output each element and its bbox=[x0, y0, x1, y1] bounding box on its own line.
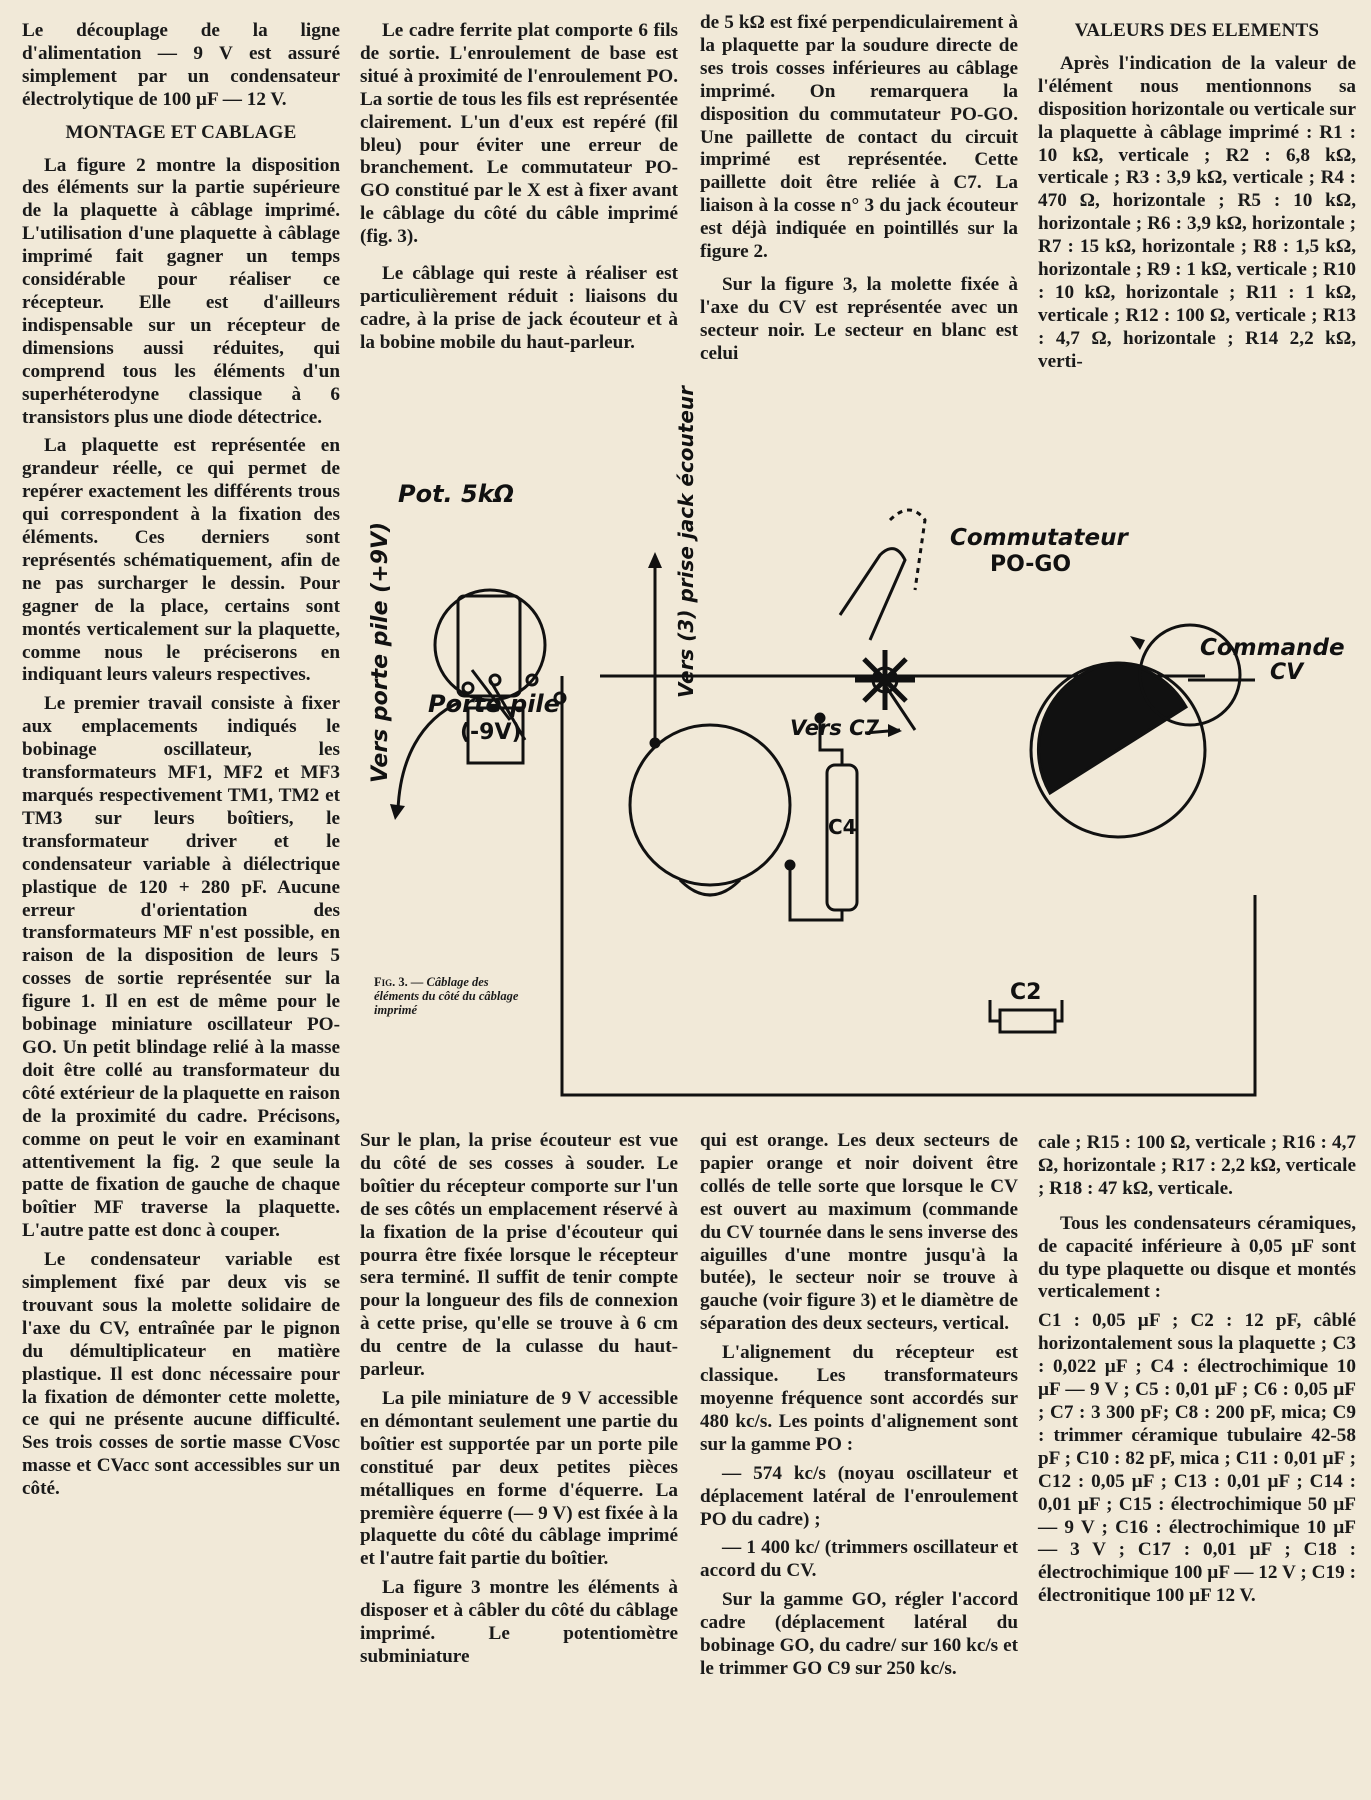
paragraph: de 5 kΩ est fixé perpendiculairement à la plaquette par la soudure directe de ses trois cosses inférieures au câblage imprimé. On remarquera la disposition du commutateur PO-GO. Une paillette de contact du circuit imprimé est représentée. Cette paillette doit être reliée à C7. La liaison à la cosse n° 3 du jack écouteur est déjà indiquée en pointillés sur la figure 2. bbox=[700, 12, 1018, 263]
commutateur-label: Commutateur bbox=[950, 525, 1128, 551]
paragraph: qui est orange. Les deux secteurs de papier orange et noir doivent être collés de telle sorte que lorsque le CV est ouvert au maximum (commande du CV tournée dans le sens inverse des aiguilles d'une montre jusqu'à la butée), le secteur noir se trouve à gauche (voir figure 3) et le diamètre de séparation des deux secteurs, vertical. bbox=[700, 1130, 1018, 1335]
paragraph: Le condensateur variable est simplement fixé par deux vis se trouvant sous la molette solidaire de l'axe du CV, entraînée par le pignon du démultiplicateur en matière plastique. Il est donc nécessaire pour la fixation de démonter cette molette, ce qui ne présente aucune difficulté. Ses trois cosses de sortie masse CVosc masse et CVacc sont accessibles sur un côté. bbox=[22, 1249, 340, 1500]
column-2-top bbox=[360, 20, 678, 440]
column-2-bottom bbox=[360, 1130, 678, 1795]
column-4-bottom bbox=[1038, 1132, 1356, 1797]
figure-caption bbox=[374, 975, 534, 1017]
porte-pile-plus-label: Vers porte pile (+9V) bbox=[368, 521, 394, 784]
vers-c7-label: Vers C7 bbox=[790, 716, 880, 740]
jack-label: Vers (3) prise jack écouteur bbox=[674, 385, 699, 699]
column-4-top bbox=[1038, 20, 1356, 450]
paragraph: — 574 kc/s (noyau oscillateur et déplacement latéral de l'enroulement PO du cadre) ; bbox=[700, 1462, 1018, 1530]
paragraph: L'alignement du récepteur est classique. Les transformateurs moyenne fréquence sont accordés sur 480 kc/s. Les points d'alignement sont sur la gamme PO : bbox=[700, 1342, 1018, 1455]
paragraph: Tous les condensateurs céramiques, de capacité inférieure à 0,05 µF sont du type plaquette ou disque et montés verticalement : bbox=[1038, 1212, 1356, 1303]
paragraph: Sur la figure 3, la molette fixée à l'axe du CV est représentée avec un secteur noir. Le secteur en blanc est celui bbox=[700, 273, 1018, 364]
c2-capacitor-icon bbox=[1000, 1010, 1055, 1032]
figure-3 bbox=[350, 385, 1371, 1130]
speaker-icon bbox=[630, 725, 790, 885]
paragraph: Après l'indication de la valeur de l'élément nous mentionnons sa disposition horizontale ou verticale sur la plaquette à câblage imprimé : R1 : 10 kΩ, verticale ; R2 : 6,8 kΩ, verticale ; R3 : 3,9 kΩ, verticale ; R4 : 470 Ω, horizontale ; R5 : 10 kΩ, horizontale ; R6 : 3,9 kΩ, horizontale ; R7 : 15 kΩ, horizontale ; R8 : 1,5 kΩ, horizontale ; R9 : 1 kΩ, verticale ; R10 : 10 kΩ, horizontale ; R11 : 1 kΩ, verticale ; R12 : 100 Ω, verticale ; R13 : 4,7 Ω, horizontale ; R14 2,2 kΩ, verti- bbox=[1038, 52, 1356, 372]
caption-fig-number: Fig. 3. bbox=[374, 975, 408, 989]
paragraph: Sur le plan, la prise écouteur est vue du côté de ses cosses à souder. Le boîtier du récepteur comporte sur l'un de ses côtés un emplacement réservé à la fixation de la prise d'écouteur qui pourra être fixée lorsque le récepteur sera terminé. Il suffit de tenir compte pour la longueur des fils de connexion à cette prise, qu'elle se trouve à 6 cm du centre de la culasse du haut-parleur. bbox=[360, 1130, 678, 1381]
paragraph: La figure 2 montre la disposition des éléments sur la partie supérieure de la plaquette à câblage imprimé. L'utilisation d'une plaquette à câblage imprimé fait gagner un temps considérable pour réaliser ce récepteur. Elle est d'ailleurs indispensable sur un récepteur de dimensions aussi réduites, qui comprend tous les éléments d'un superhéterodyne classique à 6 transistors plus une diode détectrice. bbox=[22, 154, 340, 428]
commande-sub-label: CV bbox=[1270, 660, 1304, 685]
paragraph: La plaquette est représentée en grandeur réelle, ce qui permet de repérer exactement les différents trous qui correspondent à la fixation des éléments. Ces derniers sont représentés schématiquement, afin de ne pas surcharger le dessin. Pour gagner de la place, certains sont montés verticalement sur la plaquette, comme nous le préciserons en indiquant leurs valeurs respectives. bbox=[22, 435, 340, 686]
caption-text: — Câblage des éléments du côté du câblage imprimé bbox=[374, 975, 519, 1017]
paragraph: — 1 400 kc/ (trimmers oscillateur et accord du CV. bbox=[700, 1537, 1018, 1582]
commutateur-lever bbox=[840, 549, 905, 640]
paragraph: Le câblage qui reste à réaliser est particulièrement réduit : liaisons du cadre, à la prise de jack écouteur et à la bobine mobile du haut-parleur. bbox=[360, 263, 678, 353]
c2-label: C2 bbox=[1010, 980, 1042, 1005]
column-3-bottom bbox=[700, 1130, 1018, 1795]
section-heading-valeurs: VALEURS DES ELEMENTS bbox=[1074, 20, 1320, 41]
paragraph: Le découplage de la ligne d'alimentation — 9 V est assuré simplement par un condensateur électrolytique de 100 µF — 12 V. bbox=[22, 20, 340, 110]
paragraph: Sur la gamme GO, régler l'accord cadre (déplacement latéral du bobinage GO, du cadre/ sur 160 kc/s et le trimmer GO C9 sur 250 kc/s. bbox=[700, 1589, 1018, 1679]
column-1 bbox=[22, 20, 340, 1790]
paragraph: La pile miniature de 9 V accessible en démontant seulement une partie du boîtier est supportée par un porte pile constitué par deux petites pièces métalliques en forme d'équerre. La première équerre (— 9 V) est fixée à la plaquette du côté du câblage imprimé et l'autre fait partie du boîtier. bbox=[360, 1387, 678, 1570]
column-3-top bbox=[700, 12, 1018, 442]
porte-pile-minus-label: (-9V) bbox=[460, 720, 522, 745]
paragraph: Le cadre ferrite plat comporte 6 fils de sortie. L'enroulement de base est situé à proximité de l'enroulement PO. La sortie de tous les fils est représentée clairement. L'un d'eux est repéré (fil bleu) pour éviter une erreur de branchement. Le commutateur PO-GO constitué par le X est à fixer avant le câblage du côté du câble imprimé (fig. 3). bbox=[360, 20, 678, 248]
paragraph: cale ; R15 : 100 Ω, verticale ; R16 : 4,7 Ω, horizontale ; R17 : 2,2 kΩ, verticale ; R18 : 47 kΩ, verticale. bbox=[1038, 1132, 1356, 1199]
section-heading-montage: MONTAGE ET CABLAGE bbox=[65, 121, 297, 143]
figure-3-drawing bbox=[350, 440, 1371, 1130]
c4-label: C4 bbox=[828, 815, 857, 839]
paragraph: C1 : 0,05 µF ; C2 : 12 pF, câblé horizontalement sous la plaquette ; C3 : 0,022 µF ; C4 : électrochimique 10 µF — 9 V ; C5 : 0,01 µF ; C6 : 0,05 µF ; C7 : 3 300 pF; C8 : 200 pF, mica; C9 : trimmer céramique tubulaire 42-58 pF ; C10 : 82 pF, mica ; C11 : 0,01 µF ; C12 : 0,05 µF ; C13 : 0,01 µF ; C14 : 0,01 µF ; C15 : électrochimique 50 µF — 9 V ; C16 : électrochimique 10 µF — 3 V ; C17 : 0,01 µF ; C18 : électrochimique 100 µF — 12 V ; C19 : électronitique 100 µF 12 V. bbox=[1038, 1310, 1356, 1607]
porte-pile-label: Porte pile bbox=[428, 690, 560, 718]
paragraph: La figure 3 montre les éléments à disposer et à câbler du côté du câblage imprimé. Le potentiomètre subminiature bbox=[360, 1577, 678, 1667]
pot-label: Pot. 5kΩ bbox=[398, 480, 515, 508]
commande-label: Commande bbox=[1200, 635, 1345, 661]
commutateur-sub-label: PO-GO bbox=[990, 552, 1072, 577]
paragraph: Le premier travail consiste à fixer aux emplacements indiqués le bobinage oscillateur, les transformateurs MF1, MF2 et MF3 marqués respectivement TM1, TM2 et TM3 sur leurs boîtiers, le transformateur driver et le condensateur variable à diélectrique plastique de 120 + 280 pF. Aucune erreur d'orientation des transformateurs MF n'est possible, en raison de la disposition de leurs 5 cosses de sortie représentée sur la figure 1. Il en est de même pour le bobinage miniature oscillateur PO-GO. Un petit blindage relié à la masse doit être collé au transformateur du côté extérieur de la plaquette en raison de la proximité du cadre. Précisons, comme on peut le voir en examinant attentivement la fig. 2 que seule la patte de fixation de gauche de chaque boîtier MF traverse la plaquette. L'autre patte est donc à couper. bbox=[22, 693, 340, 1242]
